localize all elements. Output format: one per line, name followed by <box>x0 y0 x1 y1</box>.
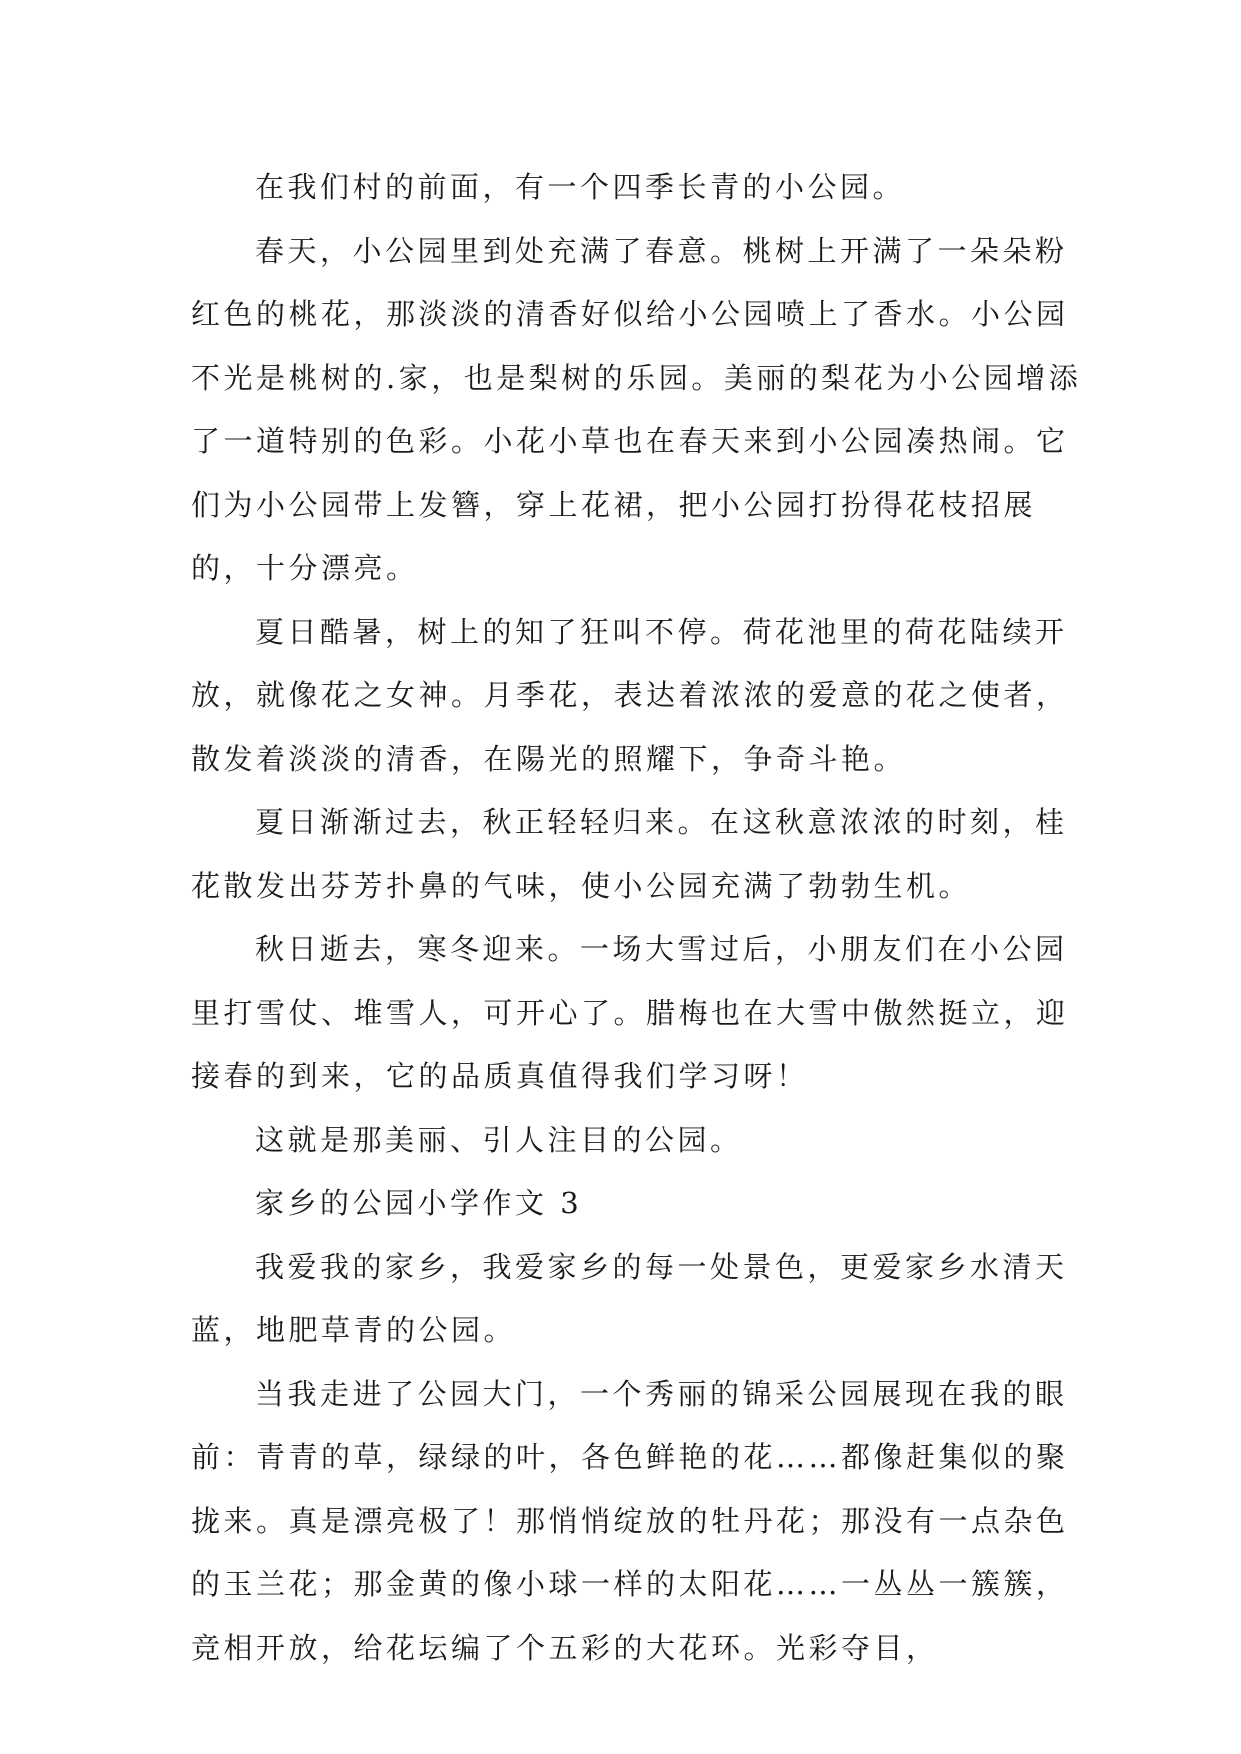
paragraph-hometown: 我爱我的家乡，我爱家乡的每一处景色，更爱家乡水清天蓝，地肥草青的公园。 <box>191 1249 1068 1347</box>
paragraph-summer: 夏日酷暑，树上的知了狂叫不停。荷花池里的荷花陆续开放，就像花之女神。月季花，表达着浓浓的爱意的花之使者，散发着淡淡的清香，在陽光的照耀下，争奇斗艳。 <box>191 614 1069 776</box>
paragraph-autumn: 夏日渐渐过去，秋正轻轻归来。在这秋意浓浓的时刻，桂花散发出芬芳扑鼻的气味，使小公园充满了勃勃生机。 <box>191 805 1068 903</box>
paragraph-spring: 春天，小公园里到处充满了春意。桃树上开满了一朵朵粉红色的桃花，那淡淡的清香好似给小公园喷上了香水。小公园不光是桃树的.家，也是梨树的乐园。美丽的梨花为小公园增添了一道特别的色彩。小花小草也在春天来到小公园凑热闹。它们为小公园带上发簪，穿上花裙，把小公园打扮得花枝招展的，十分漂亮。 <box>191 233 1082 585</box>
essay-heading: 家乡的公园小学作文 3 <box>255 1186 583 1220</box>
paragraph-winter: 秋日逝去，寒冬迎来。一场大雪过后，小朋友们在小公园里打雪仗、堆雪人，可开心了。腊梅也在大雪中傲然挺立，迎接春的到来，它的品质真值得我们学习呀！ <box>191 932 1069 1093</box>
paragraph-intro: 在我们村的前面，有一个四季长青的小公园。 <box>255 170 906 204</box>
paragraph-conclusion: 这就是那美丽、引人注目的公园。 <box>255 1122 743 1157</box>
paragraph-park-entrance: 当我走进了公园大门，一个秀丽的锦采公园展现在我的眼前：青青的草，绿绿的叶，各色鲜艳的花……都像赶集似的聚拢来。真是漂亮极了！那悄悄绽放的牡丹花；那没有一点杂色的玉兰花；那金黄的像小球一样的太阳花……一丛丛一簇簇，竞相开放，给花坛编了个五彩的大花环。光彩夺目， <box>191 1376 1069 1665</box>
document-body <box>191 156 1091 1680</box>
